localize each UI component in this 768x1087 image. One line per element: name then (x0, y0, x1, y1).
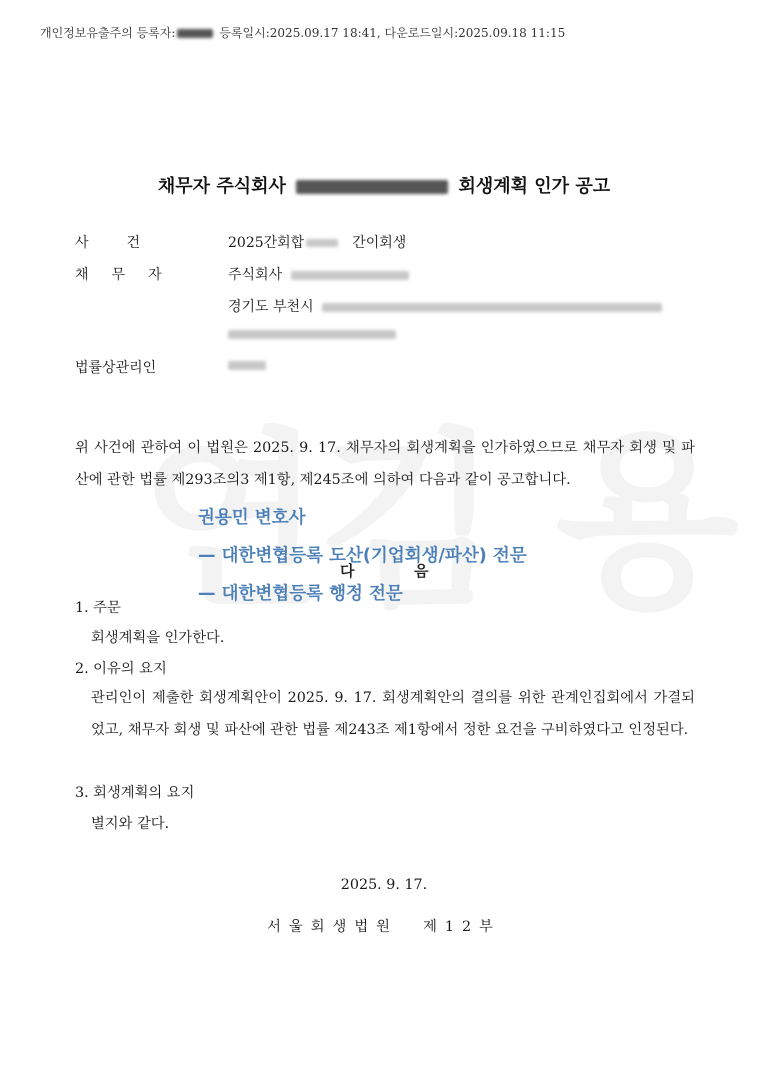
case-value (228, 232, 406, 252)
section-order-body: 회생계획을 인가한다. (91, 630, 225, 646)
administrator-value (228, 357, 266, 373)
redacted-case-number (306, 239, 338, 247)
court-name: 서울회생법원 제12부 (267, 919, 501, 935)
redacted-administrator (228, 361, 266, 370)
decision-date: 2025. 9. 17. (340, 877, 428, 893)
lawyer-specialty-overlay-2: — 대한변협등록 행정 전문 (198, 584, 403, 604)
heading-eum: 음 (414, 562, 429, 580)
redacted-registrant (177, 29, 213, 38)
debtor-company-prefix: 주식회사 (228, 267, 283, 283)
debtor-address-city: 경기도 부천시 (228, 299, 314, 315)
section-plan-heading: 3. 회생계획의 요지 (75, 785, 195, 801)
debtor-label: 채무자 (75, 267, 185, 283)
title-prefix: 채무자 주식회사 (157, 176, 286, 197)
section-plan-body: 별지와 같다. (91, 816, 170, 832)
debtor-address (228, 296, 662, 316)
debtor-address-cont (228, 326, 396, 342)
intro-paragraph: 위 사건에 관하여 이 법원은 2025. 9. 17. 채무자의 회생계획을 인가하였으므로 채무자 회생 및 파산에 관한 법률 제293조의3 제1항, 제245조에 의하여 다음과 같이 공고합니다. (75, 440, 695, 488)
section-order-heading: 1. 주문 (75, 600, 121, 616)
redacted-address-2 (228, 330, 396, 339)
heading-da: 다 (340, 562, 355, 580)
case-number: 2025간회합 (228, 235, 305, 251)
case-label: 사건 (75, 235, 179, 251)
administrator-label: 법률상관리인 (75, 360, 157, 376)
download-notice-header (40, 24, 565, 41)
notice-title (0, 172, 768, 198)
lawyer-name-overlay: 권용민 변호사 (198, 508, 306, 528)
title-suffix: 회생계획 인가 공고 (458, 176, 611, 197)
redacted-company-name (296, 180, 448, 194)
case-type: 간이회생 (352, 235, 407, 251)
privacy-notice: 개인정보유출주의 등록자: (40, 26, 176, 40)
section-reason-body: 관리인이 제출한 회생계획안이 2025. 9. 17. 회생계획안의 결의를 위한 관계인집회에서 가결되었고, 채무자 회생 및 파산에 관한 법률 제243조 제1항에서 정한 요건을 구비하였다고 인정된다. (91, 690, 695, 738)
debtor-company (228, 264, 409, 284)
registration-download-timestamps: 등록일시:2025.09.17 18:41, 다운로드일시:2025.09.18 11:15 (219, 26, 566, 40)
redacted-debtor-name (291, 271, 409, 280)
lawyer-specialty-overlay-1: — 대한변협등록 도산(기업회생/파산) 전문 (198, 546, 527, 566)
redacted-address-1 (322, 303, 662, 312)
section-reason-heading: 2. 이유의 요지 (75, 661, 167, 677)
